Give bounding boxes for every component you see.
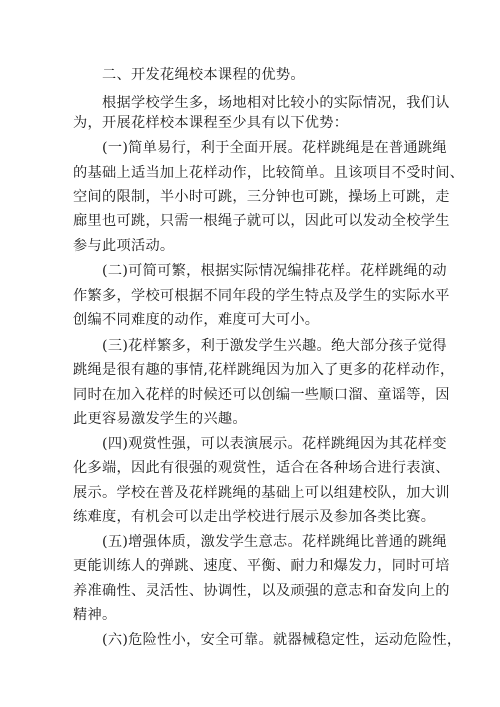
paragraph-line: (六)危险性小，安全可靠。就器械稳定性，运动危险性， <box>102 632 462 648</box>
paragraph-line: 为，开展花样校本课程至少具有以下优势： <box>73 115 349 131</box>
paragraph-line: (三)花样繁多，利于激发学生兴趣。绝大部分孩子觉得 <box>102 338 447 354</box>
paragraph-line: 更能训练人的弹跳、速度、平衡、耐力和爆发力，同时可培 <box>73 558 450 574</box>
paragraph-line: 养准确性、灵活性、协调性，以及顽强的意志和奋发向上的 <box>73 583 450 599</box>
paragraph-line: 根据学校学生多，场地相对比较小的实际情况，我们认 <box>102 95 450 111</box>
paragraph-line: 创编不同难度的动作，难度可大可小。 <box>73 312 320 328</box>
paragraph-line: (一)简单易行，利于全面开展。花样跳绳是在普通跳绳 <box>102 140 447 156</box>
section-heading: 二、开发花绳校本课程的优势。 <box>102 67 305 83</box>
paragraph-line: 展示。学校在普及花样跳绳的基础上可以组建校队，加大训 <box>73 485 450 501</box>
paragraph-line: 练难度，有机会可以走出学校进行展示及参加各类比赛。 <box>73 509 436 525</box>
paragraph-line: (五)增强体质，激发学生意志。花样跳绳比普通的跳绳 <box>102 534 447 550</box>
paragraph-line: 廊里也可跳，只需一根绳子就可以，因此可以发动全校学生 <box>73 213 450 229</box>
paragraph-line: (四)观赏性强，可以表演展示。花样跳绳因为其花样变 <box>102 436 447 452</box>
paragraph-line: (二)可简可繁，根据实际情况编排花样。花样跳绳的动 <box>102 263 447 279</box>
paragraph-line: 同时在加入花样的时候还可以创编一些顺口溜、童谣等，因 <box>73 387 450 403</box>
paragraph-line: 化多端，因此有很强的观赏性，适合在各种场合进行表演、 <box>73 460 450 476</box>
paragraph-line: 跳绳是很有趣的事情,花样跳绳因为加入了更多的花样动作， <box>73 362 455 378</box>
paragraph-line: 的基础上适当加上花样动作，比较简单。且该项目不受时间、 <box>73 165 465 181</box>
paragraph-line: 空间的限制，半小时可跳，三分钟也可跳，操场上可跳，走 <box>73 189 450 205</box>
paragraph-line: 参与此项活动。 <box>73 238 175 254</box>
paragraph-line: 此更容易激发学生的兴趣。 <box>73 411 247 427</box>
paragraph-line: 精神。 <box>73 607 117 623</box>
paragraph-line: 作繁多，学校可根据不同年段的学生特点及学生的实际水平 <box>73 288 450 304</box>
